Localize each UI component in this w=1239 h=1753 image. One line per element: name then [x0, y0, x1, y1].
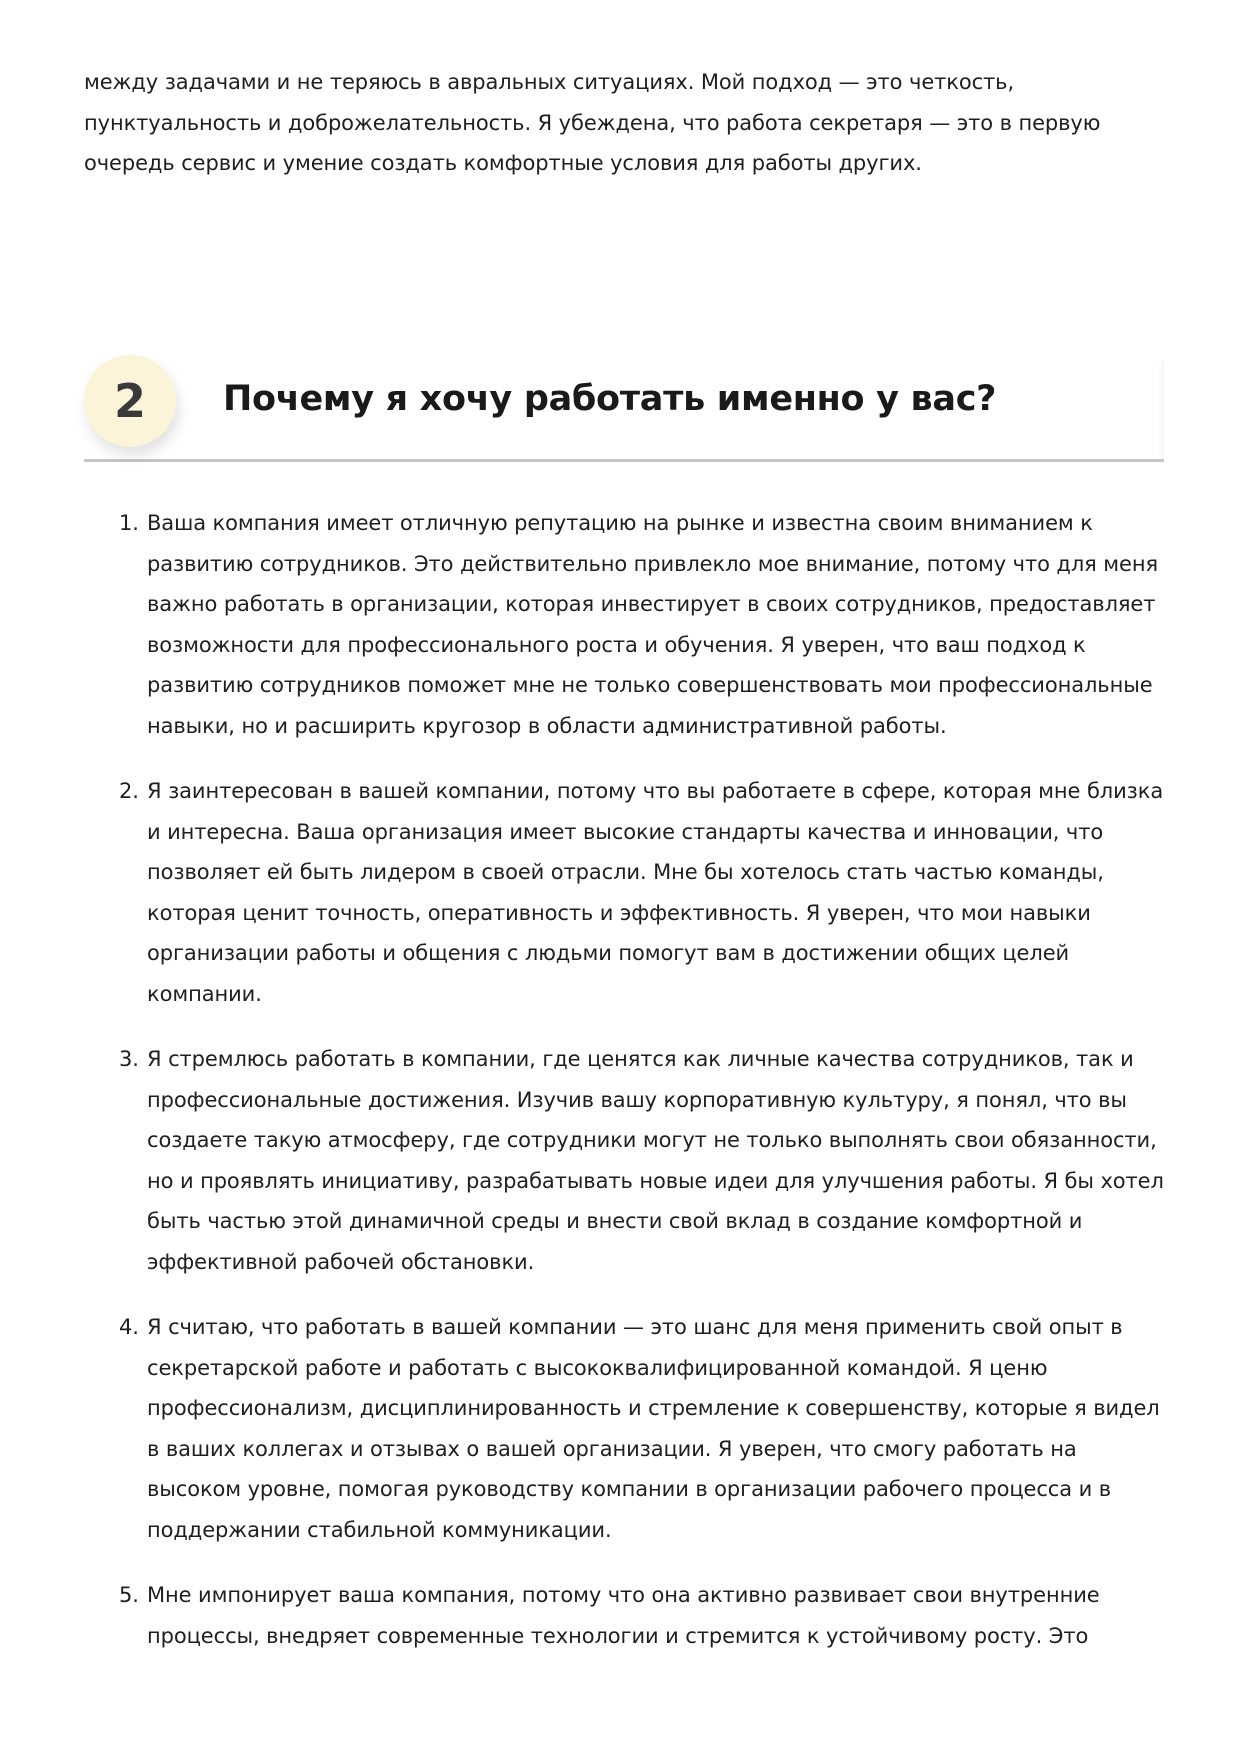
list-marker: 4. — [119, 1315, 139, 1339]
list-item — [84, 771, 1164, 1014]
section-title: Почему я хочу работать именно у вас? — [223, 379, 997, 419]
list-item-text: Ваша компания имеет отличную репутацию на рынке и известна своим вниманием к развитию сотрудников. Это действительно привлекло мое внимание, потому что для меня важно работать в организации, которая инвестирует в своих сотрудников, предоставляет возможности для профессионального роста и обучения. Я уверен, что ваш подход к развитию сотрудников поможет мне не только совершенствовать мои профессиональные навыки, но и расширить кругозор в области административной работы. — [147, 511, 1158, 738]
list-item — [84, 1039, 1164, 1282]
list-item-text: Я стремлюсь работать в компании, где ценятся как личные качества сотрудников, так и профессиональные достижения. Изучив вашу корпоративную культуру, я понял, что вы создаете такую атмосферу, где сотрудники могут не только выполнять свои обязанности, но и проявлять инициативу, разрабатывать новые идеи для улучшения работы. Я бы хотел быть частью этой динамичной среды и внести свой вклад в создание комфортной и эффективной рабочей обстановки. — [147, 1047, 1164, 1274]
list-item-text: Я заинтересован в вашей компании, потому что вы работаете в сфере, которая мне близка и интересна. Ваша организация имеет высокие стандарты качества и инновации, что позволяет ей быть лидером в своей отрасли. Мне бы хотелось стать частью команды, которая ценит точность, оперативность и эффективность. Я уверен, что мои навыки организации работы и общения с людьми помогут вам в достижении общих целей компании. — [147, 779, 1164, 1006]
list-marker: 3. — [119, 1047, 139, 1071]
list-item — [84, 503, 1164, 746]
list-item — [84, 1575, 1164, 1656]
section-number: 2 — [113, 374, 146, 428]
intro-paragraph: между задачами и не теряюсь в авральных ситуациях. Мой подход — это четкость, пунктуальность и доброжелательность. Я убеждена, что работа секретаря — это в первую очередь сервис и умение создать комфортные условия для работы других. — [84, 70, 1101, 175]
list-marker: 5. — [119, 1583, 139, 1607]
list-marker: 1. — [119, 511, 139, 535]
section-number-badge — [84, 355, 176, 447]
list-item-text: Мне импонирует ваша компания, потому что она активно развивает свои внутренние процессы, внедряет современные технологии и стремится к устойчивому росту. Это — [147, 1583, 1100, 1648]
document-page — [84, 0, 1164, 1648]
list-item — [84, 1307, 1164, 1550]
list-item-text: Я считаю, что работать в вашей компании — это шанс для меня применить свой опыт в секретарской работе и работать с высококвалифицированной командой. Я ценю профессионализм, дисциплинированность и стремление к совершенству, которые я видел в ваших коллегах и отзывах о вашей организации. Я уверен, что смогу работать на высоком уровне, помогая руководству компании в организации рабочего процесса и в поддержании стабильной коммуникации. — [147, 1315, 1160, 1542]
section-header — [84, 355, 1164, 462]
header-shadow — [1158, 361, 1164, 459]
list-marker: 2. — [119, 779, 139, 803]
reasons-list — [84, 503, 1164, 1681]
